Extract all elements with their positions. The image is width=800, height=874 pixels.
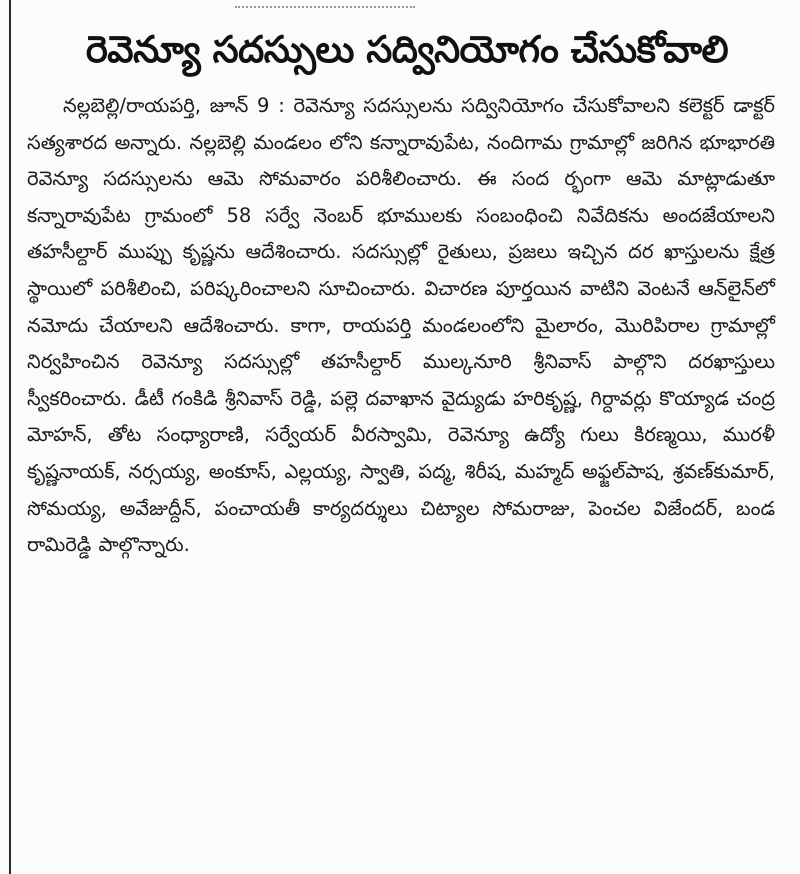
cropped-next-headline <box>110 854 730 874</box>
article-headline: రెవెన్యూ సదస్సులు సద్వినియోగం చేసుకోవాలి <box>85 28 729 71</box>
column-rule <box>9 0 11 874</box>
cropped-previous-article <box>235 0 415 8</box>
article-body: నల్లబెల్లి/రాయపర్తి, జూన్ 9 : రెవెన్యూ సదస్సులను సద్వినియోగం చేసుకోవాలని కలెక్టర్ డాక్టర్ సత్యశారద అన్నారు. నల్లబెల్లి మండలం లోని కన్నారావుపేట, నందిగామ గ్రామాల్లో జరిగిన భూభారతి రెవెన్యూ సదస్సులను ఆమె సోమవారం పరిశీలించారు. ఈ సంద ర్భంగా ఆమె మాట్లాడుతూ కన్నారావుపేట గ్రామంలో 58 సర్వే నెంబర్ భూములకు సంబంధించి నివేదికను అందజేయాలని తహసీల్దార్ ముప్పు కృష్ణను ఆదేశించారు. సదస్సుల్లో రైతులు, ప్రజలు ఇచ్చిన దర ఖాస్తులను క్షేత్ర స్థాయిలో పరిశీలించి, పరిష్కరించాలని సూచించారు. విచారణ పూర్తయిన వాటిని వెంటనే ఆన్‌లైన్‌లో నమోదు చేయాలని ఆదేశించారు. కాగా, రాయపర్తి మండలంలోని మైలారం, మొరిపిరాల గ్రామాల్లో నిర్వహించిన రెవెన్యూ సదస్సుల్లో తహసీల్దార్ ముల్కనూరి శ్రీనివాస్ పాల్గొని దరఖాస్తులు స్వీకరించారు. డీటీ గంకిడి శ్రీనివాస్ రెడ్డి, పల్లె దవాఖాన వైద్యుడు హరికృష్ణ, గిర్దావర్లు కొయ్యాడ చంద్ర మోహన్, తోట సంధ్యారాణి, సర్వేయర్ వీరస్వామి, రెవెన్యూ ఉద్యో గులు కిరణ్మయి, మురళీ కృష్ణనాయక్, నర్సయ్య, అంకూస్, ఎల్లయ్య, స్వాతి, పద్మ, శిరీష, మహ్మద్ అఫ్జల్‌పాష, శ్రవణ్‌కుమార్, సోమయ్య, అవేజుద్దీన్, పంచాయతీ కార్యదర్శులు చిట్యాల సోమరాజు, పెంచల విజేందర్, బండ రామిరెడ్డి పాల్గొన్నారు. <box>27 94 775 557</box>
